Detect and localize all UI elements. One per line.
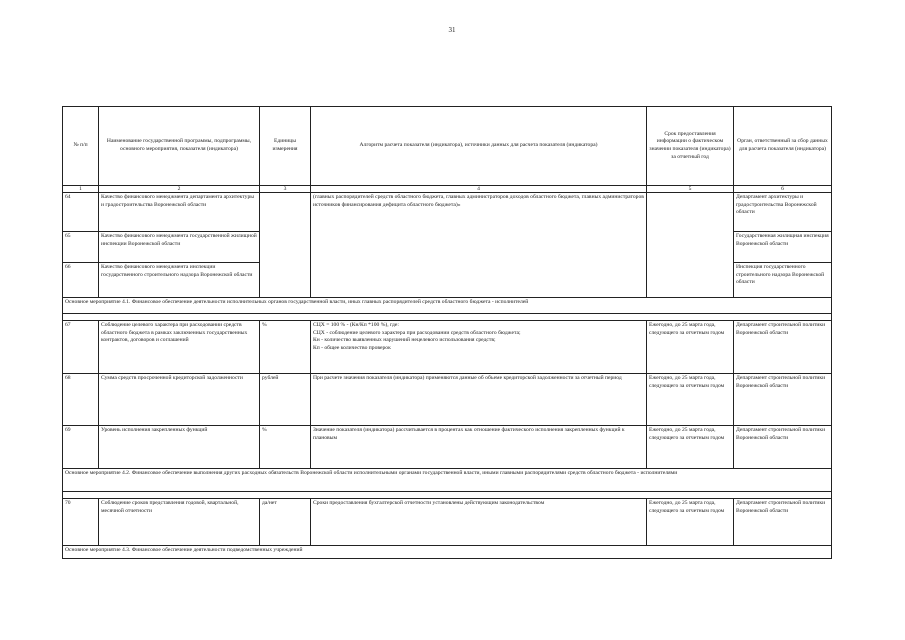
column-number: 6 xyxy=(734,186,832,193)
section-title: Основное мероприятие 4.3. Финансовое обеспечение деятельности подведомственных учреждений xyxy=(63,546,832,559)
deadline-cell: Ежегодно, до 25 марта года, следующего за отчетным годом xyxy=(647,499,734,546)
deadline-cell: Ежегодно, до 25 марта года, следующего за отчетным годом xyxy=(647,426,734,469)
responsible-cell: Департамент строительной политики Воронежской области xyxy=(734,499,832,546)
section-row xyxy=(63,546,832,559)
table-row xyxy=(63,321,832,374)
row-number: 66 xyxy=(63,263,99,298)
header-units: Единицы измерения xyxy=(260,107,311,186)
table-header-row xyxy=(63,107,832,186)
section-row xyxy=(63,469,832,492)
row-number: 69 xyxy=(63,426,99,469)
deadline-cell: Ежегодно, до 25 марта года, следующего за отчетным годом xyxy=(647,321,734,374)
column-number: 4 xyxy=(311,186,647,193)
column-number: 2 xyxy=(99,186,260,193)
algorithm-cell: Сроки предоставления бухгалтерской отчетности установлены действующим законодательством xyxy=(311,499,647,546)
spacer-row xyxy=(63,492,832,499)
row-number: 68 xyxy=(63,374,99,426)
units-cell: % xyxy=(260,426,311,469)
header-name: Наименование государственной программы, подпрограммы, основного мероприятия, показателя (индикатора) xyxy=(99,107,260,186)
table-row xyxy=(63,499,832,546)
algorithm-cell xyxy=(311,321,647,374)
header-deadline: Срок предоставления информации о фактическом значении показателя (индикатора) за отчетный год xyxy=(647,107,734,186)
section-row xyxy=(63,298,832,314)
algorithm-line: Кн - количество выявленных нарушений нецелевого использования средств; xyxy=(313,337,496,344)
spacer-cell xyxy=(63,492,832,499)
table-row xyxy=(63,374,832,426)
table-row xyxy=(63,426,832,469)
table-row xyxy=(63,193,832,232)
responsible-cell: Департамент строительной политики Воронежской области xyxy=(734,426,832,469)
column-number: 5 xyxy=(647,186,734,193)
indicator-name: Уровень исполнения закрепленных функций xyxy=(99,426,260,469)
responsible-cell: Департамент строительной политики Воронежской области xyxy=(734,321,832,374)
algorithm-line: Кп - общее количество проверок xyxy=(313,344,391,351)
spacer-row xyxy=(63,314,832,321)
column-number: 1 xyxy=(63,186,99,193)
spacer-cell xyxy=(63,314,832,321)
algorithm-line: СЦХ - соблюдение целевого характера при расходовании средств областного бюджета; xyxy=(313,329,521,336)
section-title: Основное мероприятие 4.2. Финансовое обеспечение выполнения других расходных обязательств Воронежской области исполнительными органами государственной власти, иными главными распорядителями средств областного бюджета - исполнителями xyxy=(63,469,832,492)
units-cell: % xyxy=(260,321,311,374)
indicators-table xyxy=(62,106,832,559)
indicator-name: Соблюдение целевого характера при расходовании средств областного бюджета в рамках заключенных государственных контрактов, договоров и соглашений xyxy=(99,321,260,374)
algorithm-cell: Значение показателя (индикатора) рассчитывается в процентах как отношение фактического исполнения закрепленных функций к плановым xyxy=(311,426,647,469)
responsible-cell: Департамент строительной политики Воронежской области xyxy=(734,374,832,426)
header-algorithm: Алгоритм расчета показателя (индикатора), источники данных для расчета показателя (индикатора) xyxy=(311,107,647,186)
algorithm-cell: (главных распорядителей средств областного бюджета, главных администраторов доходов областного бюджета, главных администраторов источников финансирования дефицита областного бюджета)» xyxy=(311,193,647,298)
indicator-name: Сумма средств просроченной кредиторской задолженности xyxy=(99,374,260,426)
row-number: 70 xyxy=(63,499,99,546)
algorithm-cell: При расчете значения показателя (индикатора) применяются данные об объеме кредиторской задолженности за отчетный период xyxy=(311,374,647,426)
page-number: 31 xyxy=(448,26,456,34)
indicator-name: Соблюдение сроков представления годовой, квартальной, месячной отчетности xyxy=(99,499,260,546)
column-number-row xyxy=(63,186,832,193)
row-number: 67 xyxy=(63,321,99,374)
responsible-cell: Государственная жилищная инспекция Воронежской области xyxy=(734,232,832,263)
responsible-cell: Департамент архитектуры и градостроительства Воронежской области xyxy=(734,193,832,232)
row-number: 65 xyxy=(63,232,99,263)
section-title: Основное мероприятие 4.1. Финансовое обеспечение деятельности исполнительных органов государственной власти, иных главных распорядителей средств областного бюджета - исполнителей xyxy=(63,298,832,314)
deadline-cell: Ежегодно, до 25 марта года, следующего за отчетным годом xyxy=(647,374,734,426)
responsible-cell: Инспекция государственного строительного надзора Воронежской области xyxy=(734,263,832,298)
indicator-name: Качество финансового менеджмента департамента архитектуры и градостроительства Воронежской области xyxy=(99,193,260,232)
indicator-name: Качество финансового менеджмента государственной жилищной инспекции Воронежской области xyxy=(99,232,260,263)
indicator-name: Качество финансового менеджмента инспекции государственного строительного надзора Воронежской области xyxy=(99,263,260,298)
header-number: № п/п xyxy=(63,107,99,186)
column-number: 3 xyxy=(260,186,311,193)
units-cell: да/нет xyxy=(260,499,311,546)
row-number: 64 xyxy=(63,193,99,232)
header-responsible: Орган, ответственный за сбор данных для расчета показателя (индикатора) xyxy=(734,107,832,186)
units-cell xyxy=(260,193,311,298)
algorithm-line: СЦХ = 100 % - (Кн/Кп *100 %), где: xyxy=(313,322,399,328)
deadline-cell xyxy=(647,193,734,298)
units-cell: рублей xyxy=(260,374,311,426)
